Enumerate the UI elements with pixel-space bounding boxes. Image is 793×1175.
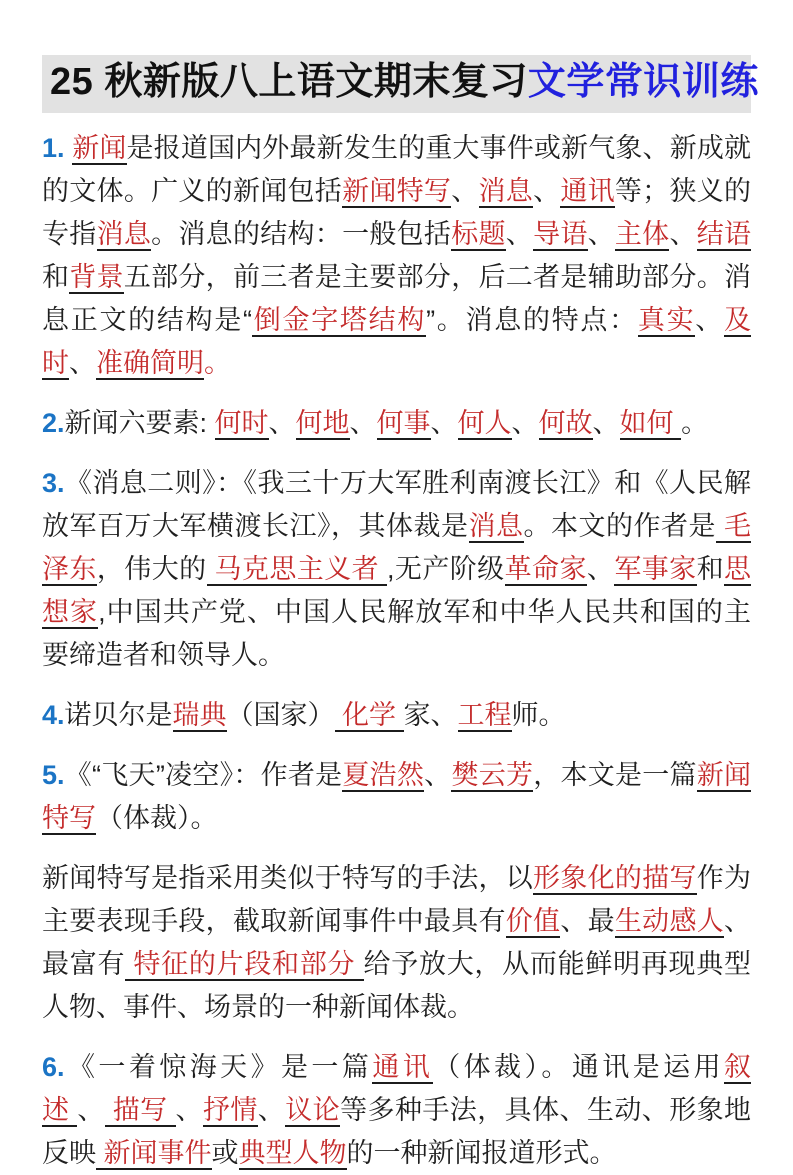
text-segment: 《“飞天”凌空》：作者是: [64, 759, 343, 790]
answer-term: 思想家: [42, 553, 752, 627]
answer-term: 新闻特写: [342, 175, 452, 206]
answer-term: 何故: [538, 407, 593, 438]
text-segment: 等多种手法，具体、生动、形象地反映: [42, 1094, 752, 1168]
text-segment: 的一种新闻报道形式。: [346, 1137, 617, 1168]
paragraph-item-4: [42, 694, 751, 737]
item-number: 3.: [42, 467, 65, 498]
answer-term: 及时: [42, 304, 752, 378]
text-segment: 、: [257, 1094, 286, 1125]
text-segment: 、: [77, 1094, 105, 1125]
text-segment: 、: [511, 407, 539, 438]
text-segment: 、: [695, 304, 725, 335]
paragraph-item-2: [42, 402, 751, 445]
text-segment: 。消息的结构：一般包括: [151, 218, 452, 249]
answer-term: 准确简明: [96, 347, 204, 378]
text-segment: ,无产阶级: [386, 553, 505, 584]
answer-term: 典型人物: [238, 1137, 347, 1168]
text-segment: （国家）: [226, 699, 335, 730]
text-segment: 和: [696, 553, 725, 584]
answer-term: 议论: [285, 1094, 341, 1125]
paragraph-item-5: [42, 754, 751, 840]
text-segment: 、: [505, 218, 534, 249]
answer-term: 毛泽东: [42, 510, 752, 584]
answer-term: 导语: [533, 218, 588, 249]
answer-term: 何事: [376, 407, 431, 438]
text-segment: 、: [586, 553, 615, 584]
answer-term: 消息: [468, 510, 524, 541]
answer-term: 新闻事件: [96, 1137, 212, 1168]
answer-term: 形象化的描写: [533, 862, 697, 893]
text-segment: 、: [349, 407, 377, 438]
text-segment: 等；狭义的专指: [42, 175, 752, 249]
answer-term: 通讯: [560, 175, 615, 206]
answer-term: 新闻特写: [42, 759, 752, 833]
answer-term: 真实: [637, 304, 696, 335]
answer-term: 如何: [619, 407, 682, 438]
text-segment: 给予放大，从而能鲜明再现典型人物、事件、场景的一种新闻体裁。: [42, 948, 752, 1022]
document-body: [42, 127, 751, 1175]
answer-term: 抒情: [202, 1094, 258, 1125]
text-segment: 、最富有: [42, 905, 752, 979]
answer-term: 夏浩然: [342, 759, 425, 790]
paragraph-item-6: [42, 1046, 751, 1175]
answer-term: 马克思主义者: [206, 553, 387, 584]
text-segment: 作为主要表现手段，截取新闻事件中最具有: [42, 862, 752, 936]
answer-term: 化学: [334, 699, 404, 730]
answer-term: 何地: [295, 407, 350, 438]
answer-term: 通讯: [372, 1051, 434, 1082]
answer-term: 特征的片段和部分: [125, 948, 364, 979]
text-segment: 和: [42, 261, 70, 292]
answer-term: 标题: [451, 218, 506, 249]
text-segment: 新闻特写是指采用类似于特写的手法，以: [42, 862, 534, 893]
answer-term: 价值: [505, 905, 561, 936]
text-segment: 、: [430, 407, 458, 438]
item-number: 5.: [42, 759, 65, 790]
title-text-blue: 文学常识训练: [527, 61, 759, 103]
answer-term: 生动感人: [614, 905, 725, 936]
text-segment: 诺贝尔是: [64, 699, 173, 730]
answer-term: 工程: [457, 699, 512, 730]
text-segment: （体裁）。: [96, 802, 218, 833]
text-segment: 、: [175, 1094, 203, 1125]
answer-term: 军事家: [614, 553, 697, 584]
text-segment: 《消息二则》：《我三十万大军胜利南渡长江》和《人民解放军百万大军横渡长江》，其体裁是: [42, 467, 751, 541]
text-segment: 。: [681, 407, 709, 438]
item-number: 6.: [42, 1051, 65, 1082]
text-segment: ,中国共产党、中国人民解放军和中华人民共和国的主要缔造者和领导人。: [42, 596, 751, 670]
text-segment: 或: [211, 1137, 239, 1168]
text-segment: ”。消息的特点：: [426, 304, 638, 335]
item-number: 2.: [42, 407, 65, 438]
page-title: [42, 55, 759, 113]
text-segment: 、: [424, 759, 452, 790]
text-segment: 《一着惊海天》是一篇: [64, 1051, 373, 1082]
text-segment: 。本文的作者是: [523, 510, 716, 541]
paragraph-item-3: [42, 462, 751, 677]
text-segment: 、: [669, 218, 697, 249]
answer-term: 革命家: [504, 553, 587, 584]
answer-term: 背景: [69, 261, 124, 292]
text-segment: ，伟大的: [96, 553, 207, 584]
title-text-black: 25 秋新版八上语文期末复习: [50, 61, 528, 103]
paragraph-item-1: [42, 127, 751, 385]
text-segment: 、: [592, 407, 620, 438]
text-segment: 家、: [403, 699, 458, 730]
text-segment: 是报道国内外最新发生的重大事件或新气象、新成就的文体。广义的新闻包括: [42, 132, 752, 206]
text-segment: ，本文是一篇: [533, 759, 697, 790]
paragraph-definition-news-feature: [42, 857, 751, 1029]
answer-term: 消息: [478, 175, 534, 206]
item-number: 1.: [42, 132, 73, 163]
text-segment: 、: [69, 347, 96, 378]
answer-term: 樊云芳: [451, 759, 534, 790]
answer-term: 主体: [614, 218, 670, 249]
text-segment: 、最: [560, 905, 615, 936]
answer-term: 消息: [96, 218, 152, 249]
text-segment: 、: [533, 175, 561, 206]
text-segment: 、: [451, 175, 479, 206]
text-segment: 、: [587, 218, 615, 249]
text-segment: 师。: [511, 699, 566, 730]
item-number: 4.: [42, 699, 65, 730]
answer-term: 何人: [457, 407, 512, 438]
text-segment: 五部分，前三者是主要部分，后二者是辅助部分。消息正文的结构是“: [42, 261, 752, 335]
answer-term: 新闻: [72, 132, 127, 163]
answer-term: 倒金字塔结构: [252, 304, 427, 335]
answer-term: 叙述: [42, 1051, 752, 1125]
answer-term: 描写: [104, 1094, 176, 1125]
answer-punctuation: 。: [204, 347, 231, 378]
text-segment: （体裁）。通讯是运用: [433, 1051, 725, 1082]
text-segment: 、: [268, 407, 296, 438]
answer-term: 结语: [696, 218, 752, 249]
answer-term: 瑞典: [172, 699, 227, 730]
answer-term: 何时: [214, 407, 269, 438]
text-segment: 新闻六要素:: [64, 407, 215, 438]
